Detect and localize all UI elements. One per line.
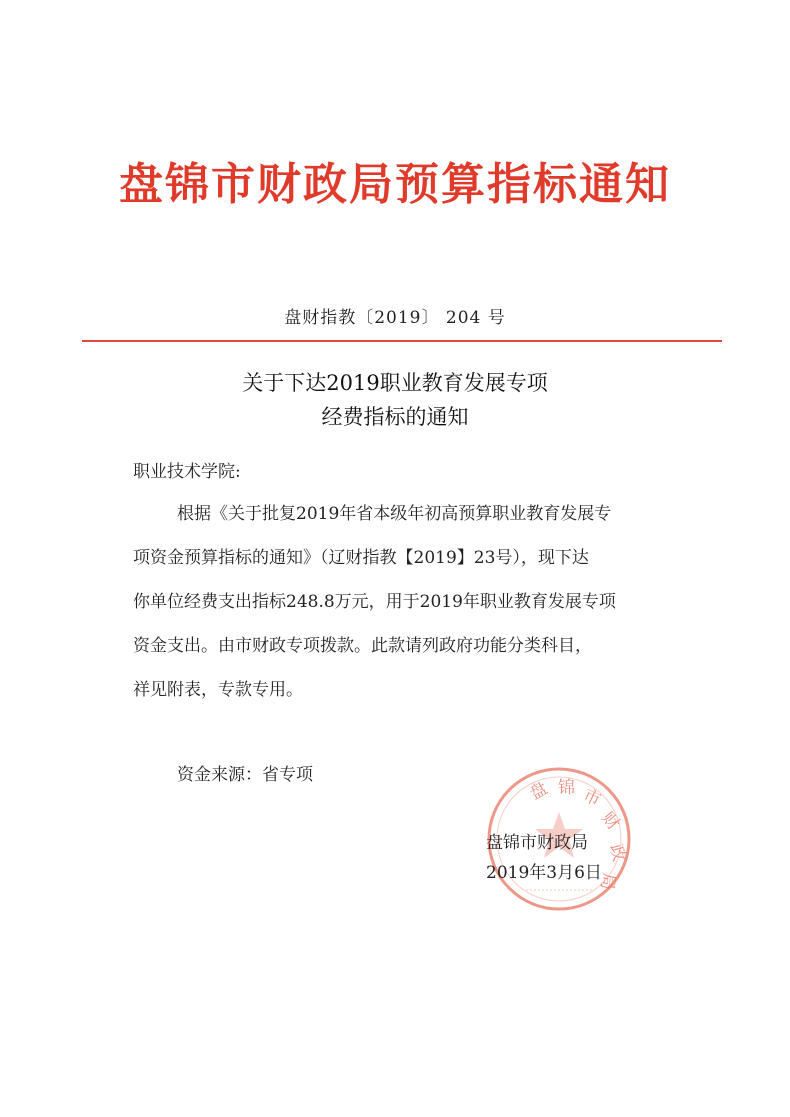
document-number: 盘财指教〔2019〕 204 号 bbox=[284, 308, 506, 328]
svg-text:政: 政 bbox=[605, 842, 629, 864]
subject-line-1: 关于下达2019职业教育发展专项 bbox=[242, 371, 548, 395]
body-paragraph bbox=[133, 492, 703, 712]
svg-text:财: 财 bbox=[597, 808, 624, 835]
header-divider bbox=[82, 340, 722, 342]
body-line-1: 根据《关于批复2019年省本级年初高预算职业教育发展专 bbox=[177, 504, 612, 524]
recipient: 职业技术学院: bbox=[133, 462, 241, 482]
body-line-3: 你单位经费支出指标248.8万元，用于2019年职业教育发展专项 bbox=[133, 592, 616, 612]
subject-line-2: 经费指标的通知 bbox=[321, 405, 469, 429]
svg-text:锦: 锦 bbox=[558, 778, 575, 798]
svg-text:市: 市 bbox=[579, 785, 604, 811]
issue-date: 2019年3月6日 bbox=[486, 863, 602, 883]
body-line-2: 项资金预算指标的通知》（辽财指教【2019】23号），现下达 bbox=[133, 548, 589, 568]
document-header-title: 盘锦市财政局预算指标通知 bbox=[119, 159, 671, 210]
body-line-4: 资金支出。由市财政专项拨款。此款请列政府功能分类科目， bbox=[133, 636, 592, 656]
svg-text:盘: 盘 bbox=[526, 778, 552, 805]
svg-text:局: 局 bbox=[596, 871, 619, 892]
signature-block bbox=[486, 828, 602, 888]
funding-source: 资金来源：省专项 bbox=[177, 765, 313, 785]
document-subject bbox=[0, 366, 790, 434]
body-line-5: 祥见附表，专款专用。 bbox=[133, 680, 303, 700]
issuer-name: 盘锦市财政局 bbox=[486, 833, 588, 853]
